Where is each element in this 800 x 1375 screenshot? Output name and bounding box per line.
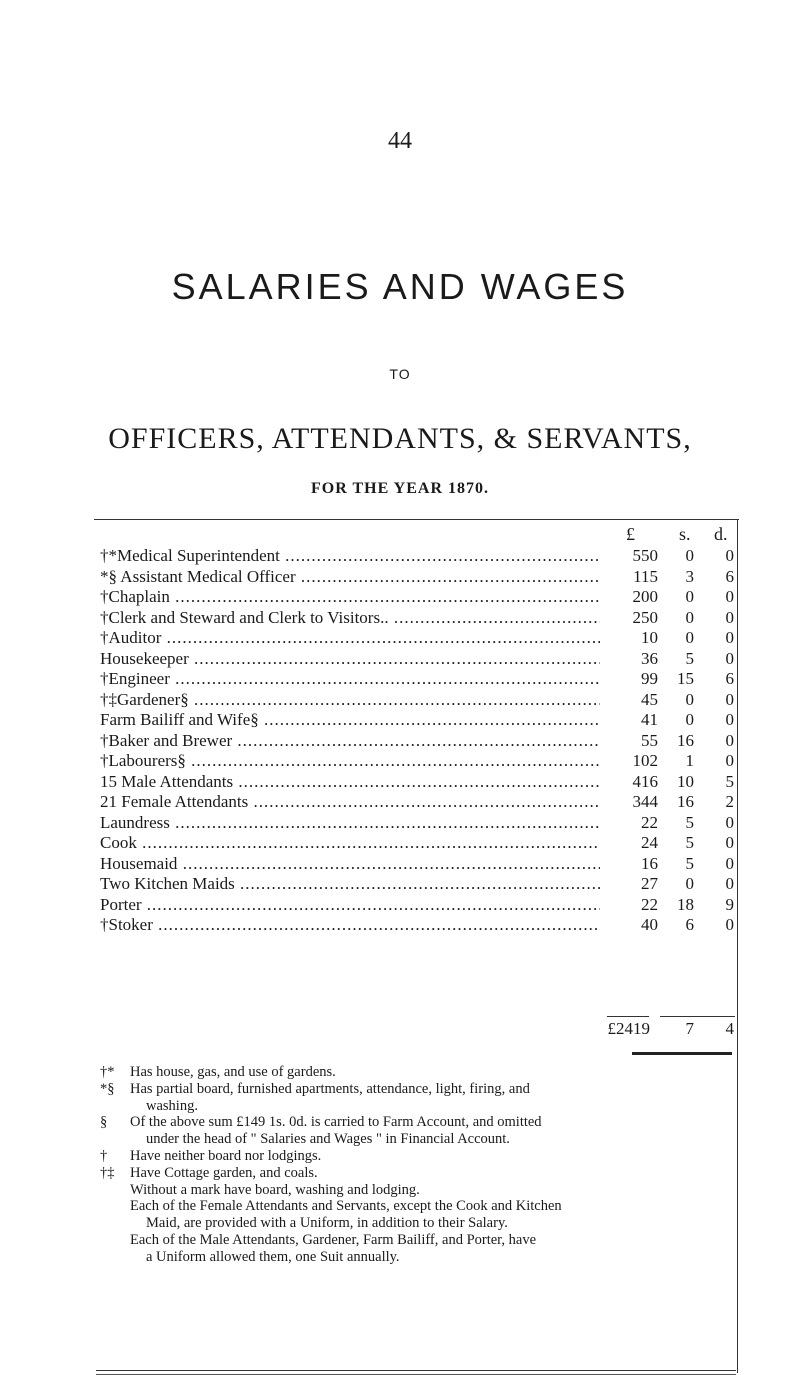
row-pounds: 40: [600, 915, 658, 936]
table-row: [100, 690, 736, 711]
row-pence: 0: [725, 751, 734, 770]
row-shillings: 16: [677, 730, 694, 750]
footnote-text: Each of the Male Attendants, Gardener, Farm Bailiff, and Porter, have: [130, 1231, 537, 1248]
table-row: [100, 608, 736, 629]
footnote: [100, 1148, 732, 1165]
total-pence: 4: [725, 1019, 734, 1038]
footnote-continuation: Maid, are provided with a Uniform, in addition to their Salary.: [146, 1215, 508, 1232]
row-label: †Clerk and Steward and Clerk to Visitors.. .....: [100, 608, 610, 629]
footnote: [100, 1232, 732, 1266]
row-pounds: 24: [600, 833, 658, 854]
row-pounds: 27: [600, 874, 658, 895]
row-pounds: 10: [600, 628, 658, 649]
row-shillings: 0: [685, 710, 694, 729]
table-row: [100, 710, 736, 731]
table-row: [100, 895, 736, 916]
footnote-text: Each of the Female Attendants and Servants, except the Cook and Kitchen: [130, 1198, 562, 1215]
table-row: [100, 915, 736, 936]
row-pounds: 41: [600, 710, 658, 731]
table-row: [100, 649, 736, 670]
row-shillings: 0: [685, 628, 694, 647]
row-label: *§ Assistant Medical Officer .....: [100, 567, 610, 588]
row-shillings: 10: [677, 771, 694, 791]
row-pence: 0: [725, 812, 734, 832]
footnote-text: Have Cottage garden, and coals.: [130, 1164, 318, 1181]
row-shillings: 0: [685, 874, 694, 893]
page-bottom-rule: [96, 1370, 736, 1371]
row-shillings: 5: [685, 833, 694, 852]
footnote-continuation: under the head of " Salaries and Wages " in Financial Account.: [146, 1131, 510, 1148]
row-label: Farm Bailiff and Wife§ .....: [100, 710, 610, 731]
row-label: †‡Gardener§ .....: [100, 690, 610, 711]
row-label: Housemaid .....: [100, 854, 610, 875]
row-shillings: 1: [685, 751, 694, 770]
row-pounds: 22: [600, 813, 658, 834]
row-pence: 5: [725, 771, 734, 791]
row-label: 21 Female Attendants .....: [100, 792, 610, 813]
row-pence: 0: [725, 710, 734, 729]
footnote-text: Have neither board nor lodgings.: [130, 1147, 322, 1164]
total-shillings: 7: [685, 1019, 694, 1038]
row-pounds: 200: [600, 587, 658, 608]
footnote-mark: *§: [100, 1080, 115, 1097]
row-label: Housekeeper .....: [100, 649, 610, 670]
row-pence: 9: [725, 894, 734, 914]
row-pence: 0: [725, 689, 734, 709]
row-label: †Labourers§ .....: [100, 751, 610, 772]
row-shillings: 18: [677, 894, 694, 914]
row-pounds: 115: [600, 567, 658, 588]
table-row: [100, 567, 736, 588]
footnotes: [100, 1064, 732, 1266]
table-row: [100, 792, 736, 813]
footnote: [100, 1114, 732, 1148]
row-pounds: 416: [600, 772, 658, 793]
table-row: [100, 751, 736, 772]
row-pence: 6: [725, 669, 734, 688]
row-label: †Baker and Brewer .....: [100, 731, 610, 752]
salary-table: [100, 546, 736, 936]
row-pence: 0: [725, 853, 734, 873]
page-subtitle: OFFICERS, ATTENDANTS, & SERVANTS,: [108, 422, 692, 455]
footnote-mark: †: [100, 1147, 108, 1164]
row-label: Two Kitchen Maids .....: [100, 874, 610, 895]
table-row: [100, 772, 736, 793]
row-pence: 6: [725, 566, 734, 586]
row-pounds: 344: [600, 792, 658, 813]
row-pence: 0: [725, 628, 734, 647]
row-pounds: 550: [600, 546, 658, 567]
row-pounds: 22: [600, 895, 658, 916]
footnote: [100, 1064, 732, 1081]
row-label: Cook .....: [100, 833, 610, 854]
row-pence: 0: [725, 607, 734, 627]
total-row: [600, 1019, 734, 1039]
row-shillings: 16: [677, 792, 694, 811]
sum-rule: [607, 1016, 649, 1017]
row-label: †Auditor .....: [100, 628, 610, 649]
table-row: [100, 731, 736, 752]
row-pence: 0: [725, 833, 734, 852]
row-pence: 0: [725, 648, 734, 668]
row-shillings: 3: [685, 566, 694, 586]
total-underline: [632, 1052, 732, 1055]
footnote-text: Has house, gas, and use of gardens.: [130, 1064, 336, 1080]
total-pounds: £2419: [607, 1019, 650, 1038]
pounds-column-header: £: [626, 524, 635, 544]
footnote-mark: †*: [100, 1064, 115, 1080]
footnote-continuation: a Uniform allowed them, one Suit annually.: [146, 1248, 400, 1265]
table-row: [100, 833, 736, 854]
row-label: †Stoker .....: [100, 915, 610, 936]
row-pence: 0: [725, 874, 734, 893]
footnote-mark: †‡: [100, 1164, 115, 1181]
table-row: [100, 669, 736, 690]
row-shillings: 5: [685, 853, 694, 873]
footnote: [100, 1182, 732, 1199]
row-pounds: 250: [600, 608, 658, 629]
footnote-text: Without a mark have board, washing and lodging.: [130, 1181, 420, 1198]
footnote-continuation: washing.: [146, 1097, 198, 1114]
row-pounds: 16: [600, 854, 658, 875]
footnote-text: Of the above sum £149 1s. 0d. is carried to Farm Account, and omitted: [130, 1114, 542, 1131]
table-row: [100, 628, 736, 649]
shillings-column-header: s.: [679, 524, 691, 544]
row-pounds: 55: [600, 731, 658, 752]
row-label: Laundress .....: [100, 813, 610, 834]
row-shillings: 5: [685, 812, 694, 832]
footnote: [100, 1081, 732, 1115]
row-shillings: 5: [685, 648, 694, 668]
year-line: FOR THE YEAR 1870.: [310, 480, 489, 497]
table-top-rule: [94, 519, 739, 520]
table-row: [100, 854, 736, 875]
table-row: [100, 874, 736, 895]
row-label: †Chaplain .....: [100, 587, 610, 608]
footnote-mark: §: [100, 1114, 108, 1131]
row-pence: 0: [725, 587, 734, 606]
row-pounds: 99: [600, 669, 658, 690]
title-connector: TO: [389, 366, 411, 382]
table-row: [100, 546, 736, 567]
page-number: 44: [388, 128, 412, 154]
row-shillings: 0: [685, 607, 694, 627]
row-shillings: 0: [685, 587, 694, 606]
row-label: 15 Male Attendants .....: [100, 772, 610, 793]
footnote: [100, 1198, 732, 1232]
page-title: SALARIES AND WAGES: [171, 266, 629, 307]
row-pounds: 36: [600, 649, 658, 670]
footnote: [100, 1165, 732, 1182]
footnote-text: Has partial board, furnished apartments, attendance, light, firing, and: [130, 1080, 530, 1097]
row-pounds: 45: [600, 690, 658, 711]
row-label: †*Medical Superintendent .....: [100, 546, 610, 567]
sum-rule: [660, 1016, 735, 1017]
row-label: Porter .....: [100, 895, 610, 916]
row-pence: 0: [725, 546, 734, 565]
row-label: †Engineer .....: [100, 669, 610, 690]
table-right-rule: [737, 519, 738, 1373]
row-pence: 2: [725, 792, 734, 811]
row-shillings: 6: [685, 915, 694, 934]
row-pence: 0: [725, 915, 734, 934]
row-shillings: 0: [685, 546, 694, 565]
pence-column-header: d.: [714, 524, 728, 544]
row-pence: 0: [725, 730, 734, 750]
table-row: [100, 587, 736, 608]
row-pounds: 102: [600, 751, 658, 772]
row-shillings: 15: [677, 669, 694, 688]
table-row: [100, 813, 736, 834]
row-shillings: 0: [685, 689, 694, 709]
